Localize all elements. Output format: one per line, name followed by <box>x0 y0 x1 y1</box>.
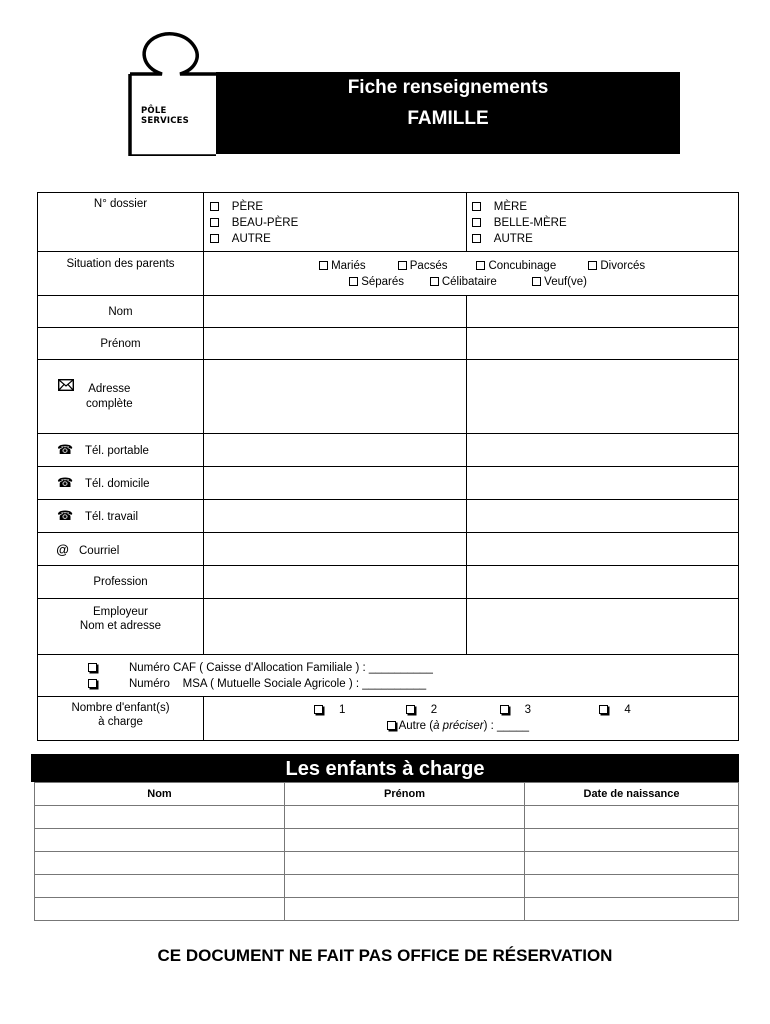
field-tel-domicile-father[interactable] <box>204 467 467 500</box>
option-beau-pere[interactable]: BEAU-PÈRE <box>210 215 466 231</box>
field-prenom-mother[interactable] <box>467 328 739 360</box>
row-nom <box>38 296 739 328</box>
label-nom: Nom <box>38 296 204 328</box>
phone-icon: ☎ <box>57 442 74 457</box>
checkbox[interactable] <box>532 277 541 286</box>
checkbox[interactable] <box>472 234 481 243</box>
cell-prenom[interactable] <box>285 829 525 852</box>
cell-date[interactable] <box>525 829 739 852</box>
option-autre-mere[interactable]: AUTRE <box>472 231 738 247</box>
option-maries[interactable]: Mariés <box>319 260 366 272</box>
checkbox[interactable] <box>398 261 407 270</box>
checkbox[interactable] <box>210 234 219 243</box>
cell-prenom[interactable] <box>285 852 525 875</box>
checkbox[interactable] <box>314 705 323 714</box>
field-tel-portable-mother[interactable] <box>467 434 739 467</box>
logo-text: PÔLE SERVICES <box>141 106 189 126</box>
field-employeur-father[interactable] <box>204 599 467 655</box>
label-profession: Profession <box>38 566 204 599</box>
field-profession-father[interactable] <box>204 566 467 599</box>
row-situation <box>38 252 739 296</box>
cell-date[interactable] <box>525 806 739 829</box>
cell-nom[interactable] <box>35 898 285 921</box>
cell-nom[interactable] <box>35 829 285 852</box>
title-banner <box>216 72 680 154</box>
field-employeur-mother[interactable] <box>467 599 739 655</box>
label-situation: Situation des parents <box>38 252 204 296</box>
field-adresse-father[interactable] <box>204 360 467 434</box>
option-belle-mere[interactable]: BELLE-MÈRE <box>472 215 738 231</box>
row-tel-portable <box>38 434 739 467</box>
option-pacses[interactable]: Pacsés <box>398 260 448 272</box>
label-prenom: Prénom <box>38 328 204 360</box>
cell-date[interactable] <box>525 898 739 921</box>
table-row <box>35 875 739 898</box>
pole-services-logo <box>128 30 224 156</box>
cell-prenom[interactable] <box>285 898 525 921</box>
title-line-1: Fiche renseignements <box>347 77 549 98</box>
option-mere[interactable]: MÈRE <box>472 199 738 215</box>
option-celibataire[interactable]: Célibataire <box>430 276 497 288</box>
option-divorces[interactable]: Divorcés <box>588 260 645 272</box>
option-caf[interactable]: Numéro CAF ( Caisse d'Allocation Familiale ) : __________ <box>88 660 738 676</box>
checkbox[interactable] <box>599 705 608 714</box>
phone-icon: ☎ <box>57 475 74 490</box>
cell-nom[interactable] <box>35 852 285 875</box>
row-tel-domicile <box>38 467 739 500</box>
family-info-form <box>37 192 739 741</box>
column-header-date: Date de naissance <box>525 783 739 806</box>
table-row <box>35 829 739 852</box>
row-dossier <box>38 193 739 252</box>
envelope-icon <box>58 379 74 394</box>
option-2[interactable]: 2 <box>406 704 437 716</box>
table-row <box>35 852 739 875</box>
option-concubinage[interactable]: Concubinage <box>476 260 556 272</box>
option-pere[interactable]: PÈRE <box>210 199 466 215</box>
checkbox[interactable] <box>430 277 439 286</box>
option-msa[interactable]: Numéro MSA ( Mutuelle Sociale Agricole ) : __________ <box>88 676 738 692</box>
cell-date[interactable] <box>525 875 739 898</box>
label-courriel: @ Courriel <box>38 533 204 566</box>
column-header-prenom: Prénom <box>285 783 525 806</box>
cell-date[interactable] <box>525 852 739 875</box>
option-4[interactable]: 4 <box>599 704 630 716</box>
row-adresse <box>38 360 739 434</box>
row-tel-travail <box>38 500 739 533</box>
checkbox[interactable] <box>319 261 328 270</box>
label-tel-portable: ☎ Tél. portable <box>38 434 204 467</box>
situation-row-2 <box>204 274 738 290</box>
children-section-header: Les enfants à charge <box>31 754 739 782</box>
row-profession <box>38 566 739 599</box>
checkbox[interactable] <box>476 261 485 270</box>
field-tel-travail-mother[interactable] <box>467 500 739 533</box>
checkbox[interactable] <box>472 202 481 211</box>
option-3[interactable]: 3 <box>500 704 531 716</box>
father-options <box>204 193 467 252</box>
row-prenom <box>38 328 739 360</box>
label-employeur: Employeur Nom et adresse <box>38 599 204 655</box>
field-adresse-mother[interactable] <box>467 360 739 434</box>
table-row <box>35 806 739 829</box>
checkbox[interactable] <box>88 679 97 688</box>
table-row <box>35 898 739 921</box>
field-tel-portable-father[interactable] <box>204 434 467 467</box>
option-autre-enfants[interactable]: Autre (à préciser) : _____ <box>204 718 738 734</box>
option-veuf[interactable]: Veuf(ve) <box>532 276 587 288</box>
label-dossier: N° dossier <box>38 193 204 252</box>
at-icon: @ <box>56 541 69 557</box>
row-employeur <box>38 599 739 655</box>
checkbox[interactable] <box>588 261 597 270</box>
title-line-2: FAMILLE <box>407 108 489 129</box>
field-prenom-father[interactable] <box>204 328 467 360</box>
cell-nom[interactable] <box>35 806 285 829</box>
label-adresse: Adresse complète <box>38 360 204 434</box>
situation-row-1 <box>204 258 738 274</box>
children-table-header <box>35 783 739 806</box>
checkbox[interactable] <box>406 705 415 714</box>
label-tel-travail: ☎ Tél. travail <box>38 500 204 533</box>
option-separes[interactable]: Séparés <box>349 276 404 288</box>
row-courriel <box>38 533 739 566</box>
caf-msa-block <box>38 655 739 697</box>
label-nombre-enfants: Nombre d'enfant(s) à charge <box>38 697 204 741</box>
phone-icon: ☎ <box>57 508 74 523</box>
cell-prenom[interactable] <box>285 875 525 898</box>
mother-options <box>467 193 739 252</box>
row-caf-msa <box>38 655 739 697</box>
field-courriel-mother[interactable] <box>467 533 739 566</box>
checkbox[interactable] <box>349 277 358 286</box>
row-nombre-enfants <box>38 697 739 741</box>
checkbox[interactable] <box>210 202 219 211</box>
situation-options <box>204 252 739 296</box>
cell-prenom[interactable] <box>285 806 525 829</box>
cell-nom[interactable] <box>35 875 285 898</box>
checkbox[interactable] <box>472 218 481 227</box>
checkbox[interactable] <box>88 663 97 672</box>
option-autre-pere[interactable]: AUTRE <box>210 231 466 247</box>
field-tel-domicile-mother[interactable] <box>467 467 739 500</box>
field-nom-father[interactable] <box>204 296 467 328</box>
option-1[interactable]: 1 <box>314 704 345 716</box>
field-courriel-father[interactable] <box>204 533 467 566</box>
field-nom-mother[interactable] <box>467 296 739 328</box>
enfants-options <box>204 697 739 741</box>
children-table <box>34 782 739 921</box>
footer-disclaimer: CE DOCUMENT NE FAIT PAS OFFICE DE RÉSERVATION <box>157 946 613 965</box>
enfants-row <box>204 702 738 718</box>
checkbox[interactable] <box>210 218 219 227</box>
checkbox[interactable] <box>500 705 509 714</box>
column-header-nom: Nom <box>35 783 285 806</box>
field-tel-travail-father[interactable] <box>204 500 467 533</box>
field-profession-mother[interactable] <box>467 566 739 599</box>
label-tel-domicile: ☎ Tél. domicile <box>38 467 204 500</box>
checkbox[interactable] <box>387 721 396 730</box>
